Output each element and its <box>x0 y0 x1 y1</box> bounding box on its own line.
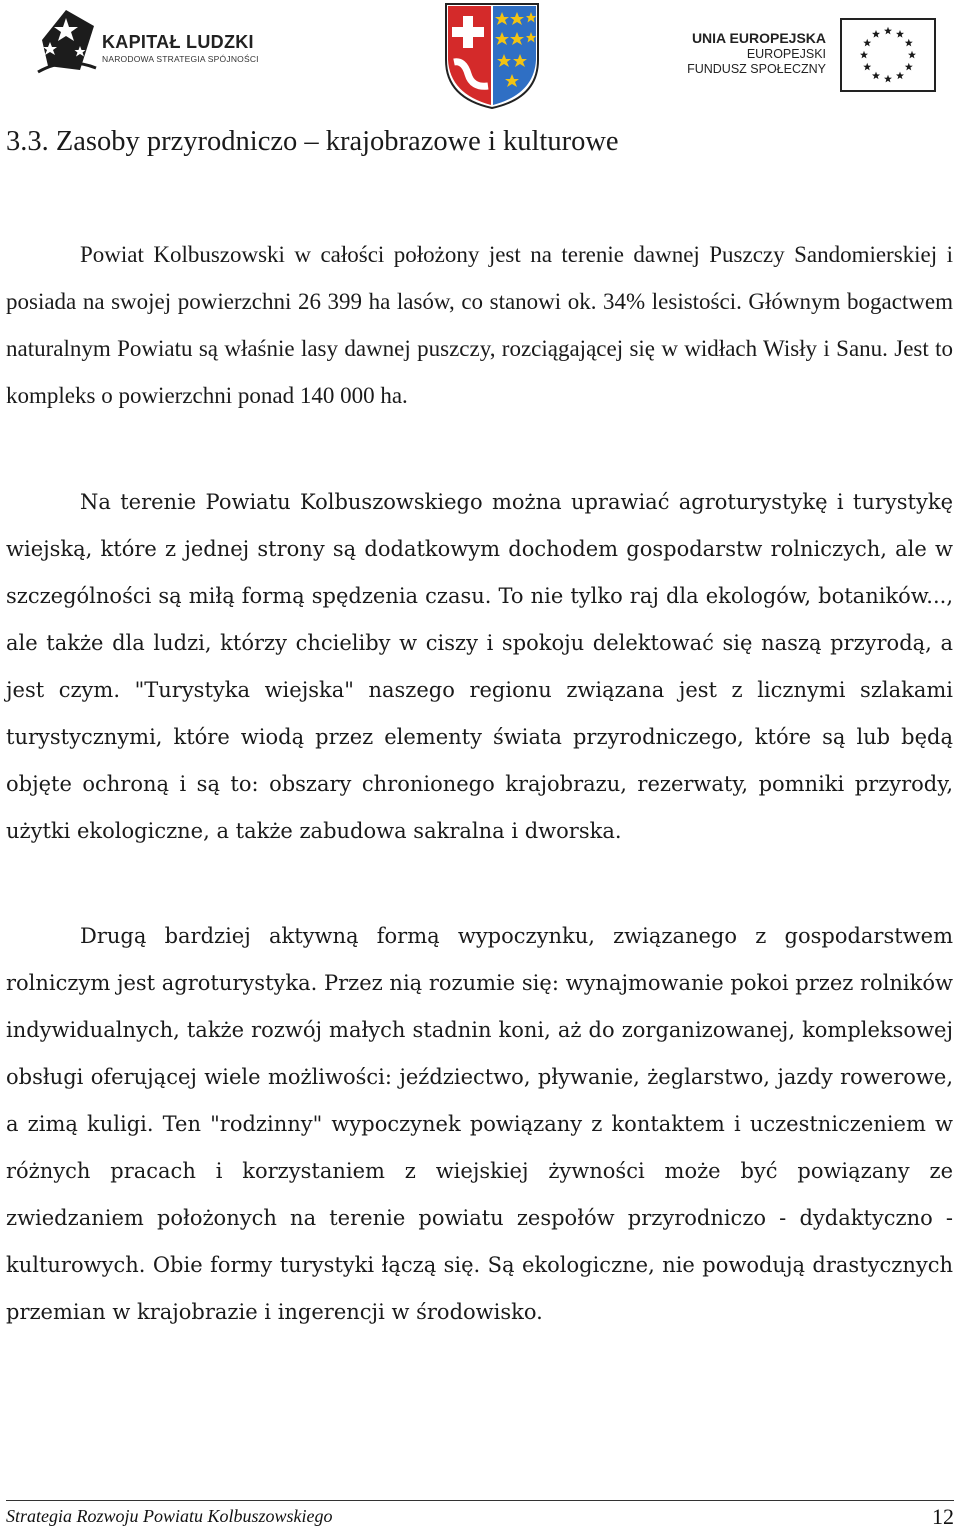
eu-text-block <box>687 30 826 77</box>
eu-flag-icon <box>840 18 936 92</box>
page-header <box>0 0 960 112</box>
kapital-ludzki-subtitle: NARODOWA STRATEGIA SPÓJNOŚCI <box>102 54 259 64</box>
kapital-ludzki-emblem-icon <box>36 6 98 76</box>
coat-of-arms-icon <box>444 2 540 110</box>
section-title: 3.3. Zasoby przyrodniczo – krajobrazowe i kulturowe <box>6 126 619 157</box>
footer-document-title: Strategia Rozwoju Powiatu Kolbuszowskiego <box>6 1506 333 1526</box>
eu-line-2: EUROPEJSKI <box>746 47 826 61</box>
eu-line-1: UNIA EUROPEJSKA <box>691 30 826 46</box>
paragraph-forests: Powiat Kolbuszowski w całości położony jest na terenie dawnej Puszczy Sandomierskiej i posiada na swojej powierzchni 26 399 ha lasów, co stanowi ok. 34% lesistości. Głównym bogactwem naturalnym Powiatu są właśnie lasy dawnej puszczy, rozciągającej się w widłach Wisły i Sanu. Jest to kompleks o powierzchni ponad 140 000 ha. <box>6 242 953 408</box>
paragraph-agritourism: Drugą bardziej aktywną formą wypoczynku, związanego z gospodarstwem rolniczym jest agroturystyka. Przez nią rozumie się: wynajmowanie pokoi przez rolników indywidualnych, także rozwój małych stadnin koni, aż do zorganizowanej, kompleksowej obsługi oferującej wiele możliwości: jeździectwo, pływanie, żeglarstwo, jazdy rowerowe, a zimą kuligi. Ten "rodzinny" wypoczynek powiązany z kontaktem i uczestniczeniem w różnych pracach i korzystaniem z wiejskiej żywności może być powiązany ze zwiedzaniem położonych na terenie powiatu zespołów przyrodniczo - dydaktyczno - kulturowych. Obie formy turystyki łączą się. Są ekologiczne, nie powodują drastycznych przemian w krajobrazie i ingerencji w środowisko. <box>6 924 953 1324</box>
page-footer <box>6 1500 954 1529</box>
eu-line-3: FUNDUSZ SPOŁECZNY <box>687 62 826 76</box>
kapital-ludzki-name: KAPITAŁ LUDZKI <box>102 32 254 52</box>
eu-logo <box>687 16 936 92</box>
page-number: 12 <box>932 1504 954 1529</box>
paragraph-rural-tourism: Na terenie Powiatu Kolbuszowskiego można uprawiać agroturystykę i turystykę wiejską, które z jednej strony są dodatkowym dochodem gospodarstw rolniczych, ale w szczególności są miłą formą spędzenia czasu. To nie tylko raj dla ekologów, botaników..., ale także dla ludzi, którzy chcieliby w ciszy i spokoju delektować się naszą przyrodą, a jest czym. "Turystyka wiejska" naszego regionu związana jest z licznymi szlakami turystycznymi, które wiodą przez elementy świata przyrodniczego, które są lub będą objęte ochroną i są to: obszary chronionego krajobrazu, rezerwaty, pomniki przyrody, użytki ekologiczne, a także zabudowa sakralna i dworska. <box>6 490 953 843</box>
kapital-ludzki-logo <box>36 6 266 76</box>
